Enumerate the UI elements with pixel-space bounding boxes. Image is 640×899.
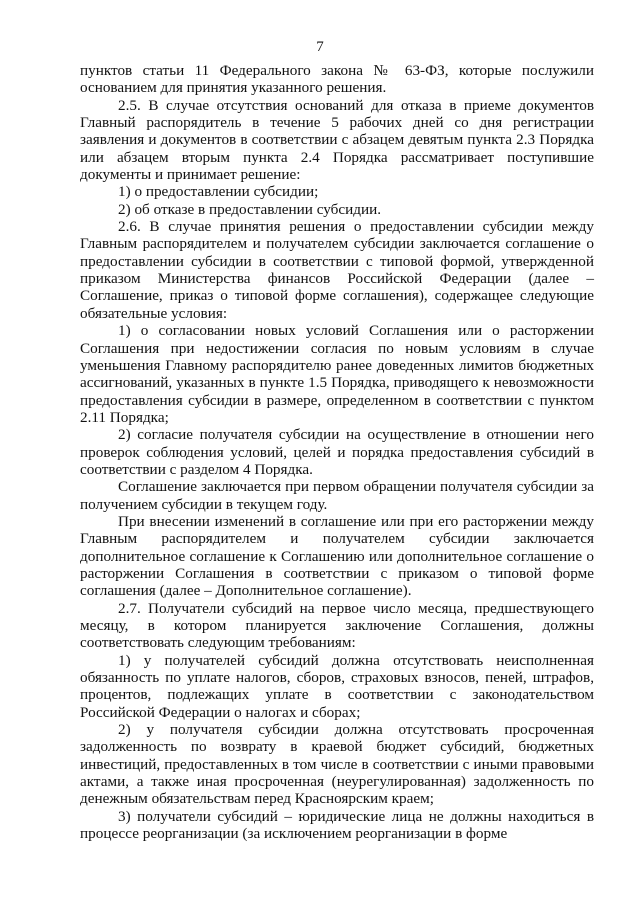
list-item-2-6-2: 2) согласие получателя субсидии на осуществление в отношении него проверок соблюдения условий, целей и порядка предоставления субсидий в соответствии с разделом 4 Порядка. (80, 426, 594, 478)
document-body (80, 62, 594, 842)
paragraph-2-7: 2.7. Получатели субсидий на первое число месяца, предшествующего месяцу, в котором планируется заключение Соглашения, должны соответствовать следующим требованиям: (80, 599, 594, 652)
list-item-2-7-2: 2) у получателя субсидии должна отсутствовать просроченная задолженность по возврату в краевой бюджет субсидий, бюджетных инвестиций, предоставленных в том числе в соответствии с иными правовыми актами, а также иная просроченная (неурегулированная) задолженность по денежным обязательствам перед Красноярским краем; (80, 721, 594, 808)
page-number: 7 (316, 39, 324, 55)
list-item-2-6-1: 1) о согласовании новых условий Соглашения или о расторжении Соглашения при недостижении согласия по новым условиям в случае уменьшения Главному распорядителю ранее доведенных лимитов бюджетных ассигнований, указанных в пункте 1.5 Порядка, приводящего к невозможности предоставления субсидии в размере, определенном в соответствии с пунктом 2.11 Порядка; (80, 322, 594, 426)
list-item-2-5-2: 2) об отказе в предоставлении субсидии. (118, 200, 382, 218)
paragraph-agreement-conclusion: Соглашение заключается при первом обращении получателя субсидии за получением субсидии в текущем году. (80, 478, 594, 513)
paragraph-agreement-amendment: При внесении изменений в соглашение или при его расторжении между Главным распорядителем и получателем субсидии заключается дополнительное соглашение к Соглашению или дополнительное соглашение о расторжении Соглашения в соответствии с приказом о типовой форме соглашения (далее – Дополнительное соглашение). (80, 512, 594, 600)
paragraph-2-6: 2.6. В случае принятия решения о предоставлении субсидии между Главным распорядителем и получателем субсидии заключается соглашение о предоставлении субсидии в соответствии с типовой формой, утвержденной приказом Министерства финансов Российской Федерации (далее – Соглашение, приказ о типовой форме соглашения), содержащее следующие обязательные условия: (80, 218, 594, 322)
paragraph-2-5: 2.5. В случае отсутствия оснований для отказа в приеме документов Главный распорядитель в течение 5 рабочих дней со дня регистрации заявления и документов в соответствии с абзацем девятым пункта 2.3 Порядка или абзацем вторым пункта 2.4 Порядка рассматривает поступившие документы и принимает решение: (80, 96, 594, 184)
list-item-2-7-3: 3) получатели субсидий – юридические лица не должны находиться в процессе реорганизации (за исключением реорганизации в форме (80, 807, 594, 843)
list-item-2-7-1: 1) у получателей субсидий должна отсутствовать неисполненная обязанность по уплате налогов, сборов, страховых взносов, пеней, штрафов, процентов, подлежащих уплате в соответствии с законодательством Российской Федерации о налогах и сборах; (80, 651, 594, 721)
list-item-2-5-1: 1) о предоставлении субсидии; (118, 183, 319, 201)
paragraph-continuation: пунктов статьи 11 Федерального закона № 63-ФЗ, которые послужили основанием для принятия указанного решения. (80, 62, 594, 97)
